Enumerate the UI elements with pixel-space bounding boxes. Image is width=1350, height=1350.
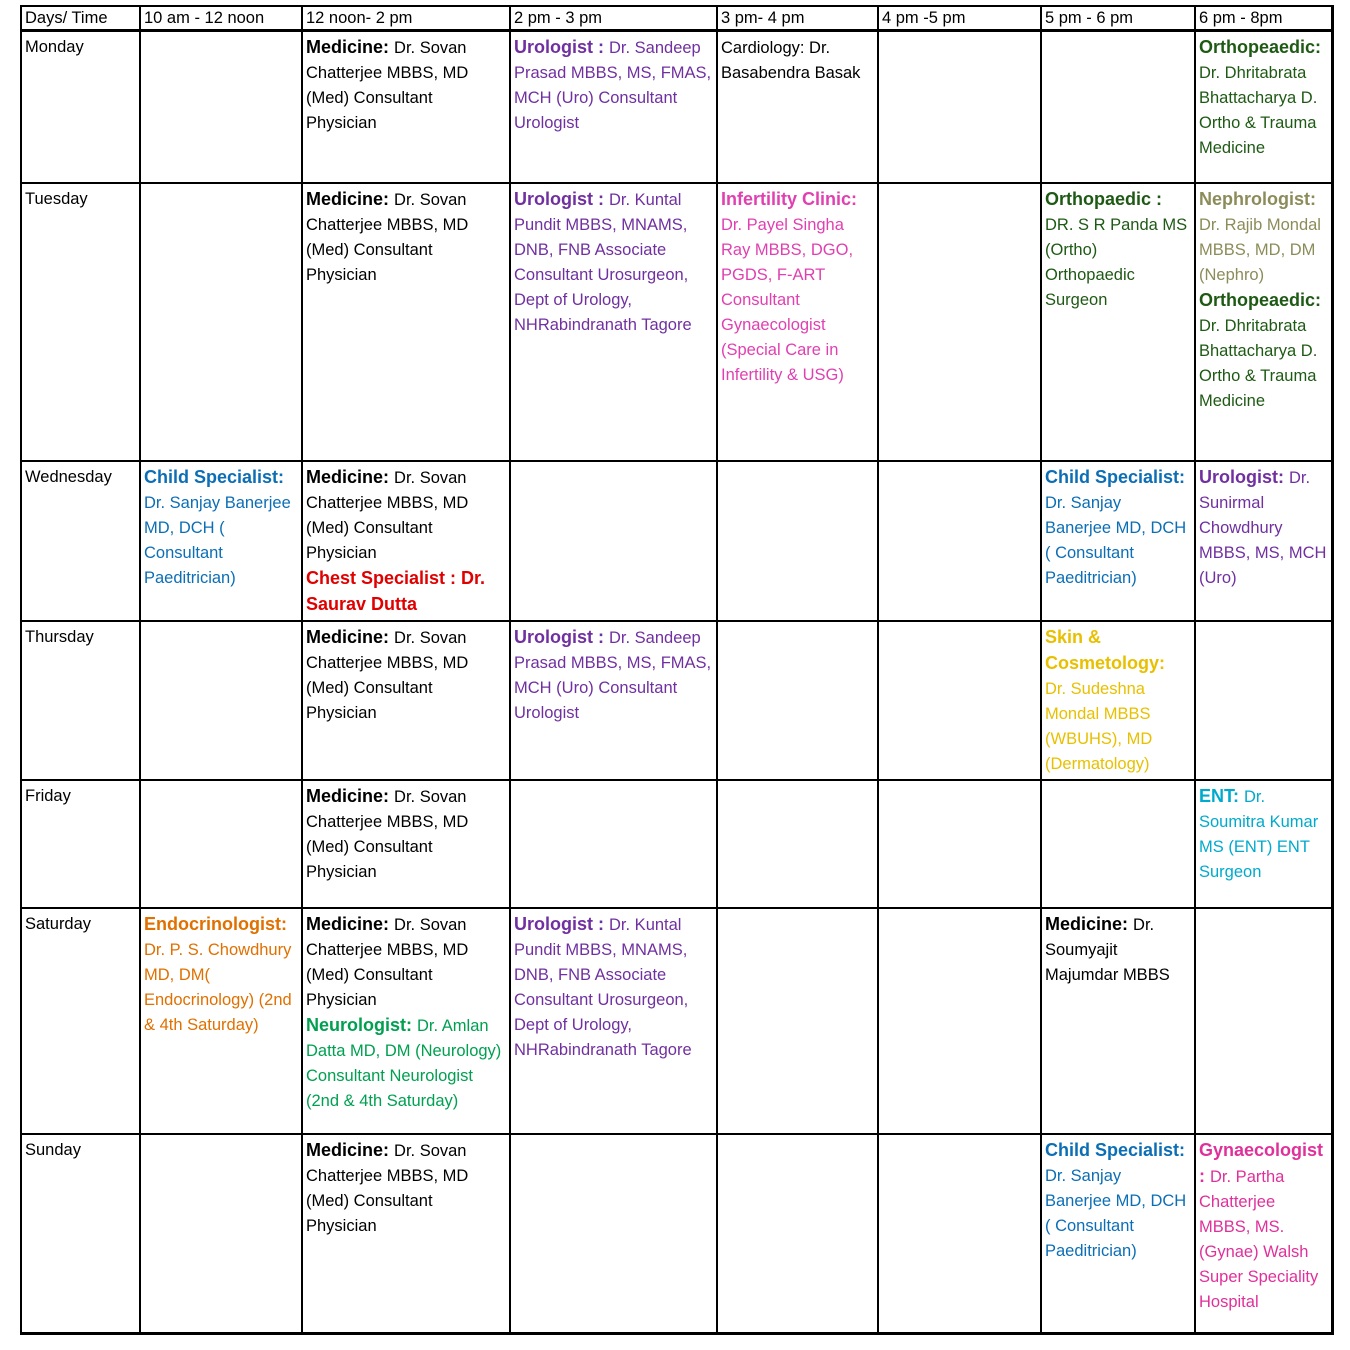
doctor-details: Dr. Sunirmal Chowdhury MBBS, MS, MCH (Uro) (1199, 468, 1327, 587)
specialty-label: Gynaecologist: (1199, 1139, 1324, 1186)
empty-schedule-cell (1195, 621, 1332, 780)
doctor-details: Dr. P. S. Chowdhury MD, DM( Endocrinology) (2nd & 4th Saturday) (144, 940, 292, 1034)
specialty-separator: t : (587, 913, 610, 934)
schedule-cell (510, 621, 717, 780)
schedule-cell (1041, 1134, 1195, 1334)
specialty-label: Urologist (514, 37, 593, 57)
doctor-entry (514, 35, 713, 136)
day-cell (21, 31, 140, 183)
empty-schedule-cell (878, 780, 1041, 908)
doctor-entry (514, 912, 713, 1063)
schedule-cell (302, 461, 510, 621)
day-cell (21, 183, 140, 461)
doctor-entry (1199, 465, 1328, 591)
doctor-entry (306, 566, 506, 618)
specialty-label: Urologis (514, 913, 588, 934)
empty-schedule-cell (510, 461, 717, 621)
schedule-cell (140, 908, 302, 1134)
header-3pm-4pm: 3 pm- 4 pm (717, 6, 878, 31)
header-12noon-2pm: 12 noon- 2 pm (302, 6, 510, 31)
schedule-cell (302, 908, 510, 1134)
schedule-cell (1195, 31, 1332, 183)
doctor-entry (1045, 912, 1191, 988)
doctor-details: Dr. Kuntal Pundit MBBS, MNAMS, DNB, FNB Associate Consultant Urosurgeon, Dept of Urology, NHRabindranath Tagore (514, 915, 692, 1059)
day-label: Friday (25, 786, 71, 805)
doctor-entry (1199, 288, 1328, 414)
specialty-separator: : (593, 626, 609, 647)
doctor-entry (721, 187, 874, 388)
empty-schedule-cell (717, 908, 878, 1134)
day-row-thursday (21, 621, 1332, 780)
schedule-cell (1195, 780, 1332, 908)
header-10am-12noon: 10 am - 12 noon (140, 6, 302, 31)
specialty-label: Endocrinologist (144, 913, 281, 934)
specialty-separator: : (383, 785, 395, 806)
specialty-label: Orthopeaedic (1199, 37, 1316, 57)
schedule-cell (302, 1134, 510, 1334)
doctor-details: Dr. Sovan Chatterjee MBBS, MD (Med) Consultant Physician (306, 468, 469, 562)
empty-schedule-cell (140, 183, 302, 461)
specialty-separator: : (406, 1014, 418, 1035)
header-2pm-3pm: 2 pm - 3 pm (510, 6, 717, 31)
doctor-details: Dr. Soumyajit Majumdar MBBS (1045, 915, 1170, 984)
doctor-details: Dr. Sovan Chatterjee MBBS, MD (Med) Consultant Physician (306, 39, 469, 132)
doctor-details: Dr. Soumitra Kumar MS (ENT) ENT Surgeon (1199, 787, 1319, 881)
doctor-details: Dr. Sovan Chatterjee MBBS, MD (Med) Consultant Physician (306, 915, 469, 1009)
empty-schedule-cell (717, 461, 878, 621)
doctor-entry (144, 465, 298, 591)
empty-schedule-cell (140, 31, 302, 183)
schedule-cell (1041, 621, 1195, 780)
doctor-details: Dr. Sanjay Banerjee MD, DCH ( Consultant Paeditrician) (1045, 1166, 1187, 1260)
empty-schedule-cell (878, 1134, 1041, 1334)
day-label: Wednesday (25, 467, 112, 486)
empty-schedule-cell (878, 908, 1041, 1134)
specialty-label: Orthopaedic (1045, 188, 1152, 209)
specialty-separator: : (1233, 785, 1245, 806)
specialty-separator: : (1310, 188, 1316, 209)
doctor-entry (1199, 1138, 1328, 1315)
schedule-cell (510, 908, 717, 1134)
doctor-entry (306, 625, 506, 726)
day-row-sunday (21, 1134, 1332, 1334)
empty-schedule-cell (140, 1134, 302, 1334)
empty-schedule-cell (878, 621, 1041, 780)
schedule-cell (717, 183, 878, 461)
specialty-separator: : (593, 188, 609, 209)
schedule-cell (1195, 183, 1332, 461)
doctor-entry (1045, 1138, 1191, 1264)
specialty-label: Infertility Clinic (721, 188, 852, 209)
schedule-cell (1041, 183, 1195, 461)
doctor-details: Dr. Amlan Datta MD, DM (Neurology) Consultant Neurologist (2nd & 4th Saturday) (306, 1016, 502, 1110)
specialty-label: Medicine (306, 785, 384, 806)
day-row-tuesday (21, 183, 1332, 461)
specialty-separator: : (383, 188, 395, 209)
empty-schedule-cell (878, 183, 1041, 461)
specialty-separator: : (383, 913, 395, 934)
empty-schedule-cell (878, 461, 1041, 621)
doctor-details: Dr. Rajib Mondal MBBS, MD, DM (Nephro) (1199, 215, 1321, 284)
doctor-entry (306, 912, 506, 1013)
doctor-entry (1045, 187, 1191, 313)
doctor-entry (1199, 784, 1328, 885)
doctor-details: Dr. Kuntal Pundit MBBS, MNAMS, DNB, FNB Associate Consultant Urosurgeon, Dept of Urology, NHRabindranath Tagore (514, 190, 692, 334)
header-5pm-6pm: 5 pm - 6 pm (1041, 6, 1195, 31)
specialty-separator: : (1278, 466, 1289, 487)
header-6pm-8pm: 6 pm - 8pm (1195, 6, 1332, 31)
day-label: Tuesday (25, 189, 88, 208)
empty-schedule-cell (510, 780, 717, 908)
schedule-cell (1041, 461, 1195, 621)
doctor-entry (306, 465, 506, 566)
day-label: Saturday (25, 914, 92, 933)
doctor-details: Dr. Sandeep Prasad MBBS, MS, FMAS, MCH (Uro) Consultant Urologist (514, 628, 712, 722)
doctor-details: Dr. Sovan Chatterjee MBBS, MD (Med) Consultant Physician (306, 787, 469, 881)
empty-schedule-cell (510, 1134, 717, 1334)
header-days-time: Days/ Time (21, 6, 140, 31)
empty-schedule-cell (1195, 908, 1332, 1134)
doctor-entry (514, 625, 713, 726)
specialty-label: Skin & Cosmetology (1045, 626, 1160, 673)
specialty-separator: : (593, 37, 609, 57)
specialty-label: ENT (1199, 785, 1234, 806)
empty-schedule-cell (717, 621, 878, 780)
doctor-details: Dr. Payel Singha Ray MBBS, DGO, PGDS, F-ART Consultant Gynaecologist (Special Care in Infertility & USG) (721, 215, 854, 384)
doctor-details: Dr. Sandeep Prasad MBBS, MS, FMAS, MCH (Uro) Consultant Urologist (514, 39, 712, 132)
doctor-details: Dr. Sovan Chatterjee MBBS, MD (Med) Consultant Physician (306, 1141, 469, 1235)
empty-schedule-cell (717, 1134, 878, 1334)
doctor-entry (306, 35, 506, 136)
doctor-entry (1199, 35, 1328, 161)
doctor-entry (721, 35, 874, 86)
empty-schedule-cell (717, 780, 878, 908)
doctor-details: Dr. Dhritabrata Bhattacharya D. Ortho & Trauma Medicine (1199, 316, 1318, 410)
specialty-separator: : (1159, 652, 1166, 673)
empty-schedule-cell (878, 31, 1041, 183)
doctor-details: Dr. Sanjay Banerjee MD, DCH ( Consultant Paeditrician) (144, 493, 291, 587)
specialty-label: Medicine (306, 37, 384, 57)
empty-schedule-cell (140, 780, 302, 908)
specialty-separator: : (1179, 1139, 1186, 1160)
doctor-details: Cardiology: Dr. Basabendra Basak (721, 39, 861, 82)
day-row-wednesday (21, 461, 1332, 621)
specialty-separator: : (278, 466, 285, 487)
day-label: Monday (25, 38, 84, 56)
specialty-label: Medicine (306, 188, 384, 209)
schedule-body (21, 6, 1332, 1334)
empty-schedule-cell (1041, 780, 1195, 908)
day-label: Thursday (25, 627, 94, 646)
empty-schedule-cell (1041, 31, 1195, 183)
specialty-label: Orthopeaedic: (1199, 289, 1322, 310)
specialty-label: Nephrologist (1199, 188, 1310, 209)
doctor-entry (1045, 625, 1191, 777)
doctor-entry (514, 187, 713, 338)
specialty-label: Child Specialist (144, 466, 279, 487)
day-cell (21, 908, 140, 1134)
specialty-label: Medicine (306, 626, 384, 647)
specialty-separator: : (1179, 466, 1186, 487)
schedule-cell (1195, 461, 1332, 621)
specialty-label: Urologist (514, 626, 593, 647)
day-cell (21, 621, 140, 780)
specialty-label: Urologist (1199, 466, 1278, 487)
doctor-entry (306, 1013, 506, 1114)
doctor-entry (144, 912, 298, 1038)
schedule-cell (510, 31, 717, 183)
specialty-separator: : (383, 1139, 395, 1160)
schedule-cell (1041, 908, 1195, 1134)
specialty-label: Medicine: (1045, 913, 1129, 934)
specialty-separator: : (1315, 37, 1322, 57)
doctor-entry (1045, 465, 1191, 591)
doctor-entry (1199, 187, 1328, 288)
doctor-details: Dr. Dhritabrata Bhattacharya D. Ortho & Trauma Medicine (1199, 64, 1318, 157)
specialty-separator: : (383, 466, 395, 487)
header-4pm-5pm: 4 pm -5 pm (878, 6, 1041, 31)
header-row (21, 6, 1332, 31)
doctor-entry (306, 784, 506, 885)
specialty-label: Medicine (306, 1139, 384, 1160)
schedule-cell (717, 31, 878, 183)
doctor-details: Dr. Sudeshna Mondal MBBS (WBUHS), MD (Dermatology) (1045, 679, 1153, 773)
schedule-cell (302, 183, 510, 461)
day-row-friday (21, 780, 1332, 908)
doctor-details: DR. S R Panda MS (Ortho) Orthopaedic Surgeon (1045, 215, 1188, 309)
doctor-details: Dr. Sovan Chatterjee MBBS, MD (Med) Consultant Physician (306, 190, 469, 284)
specialty-label: Child Specialist (1045, 1139, 1180, 1160)
doctor-entry (306, 1138, 506, 1239)
empty-schedule-cell (140, 621, 302, 780)
specialty-separator: : (851, 188, 858, 209)
day-cell (21, 461, 140, 621)
doctor-details: Dr. Partha Chatterjee MBBS, MS. (Gynae) Walsh Super Speciality Hospital (1199, 1167, 1319, 1311)
specialty-label: Medicine (306, 913, 384, 934)
doctor-entry (306, 187, 506, 288)
specialty-separator: : (1151, 188, 1163, 209)
doctor-details: Dr. Sanjay Banerjee MD, DCH ( Consultant Paeditrician) (1045, 493, 1187, 587)
schedule-cell (302, 31, 510, 183)
specialty-separator: : (281, 913, 287, 934)
schedule-table (20, 5, 1334, 1335)
specialty-label: Child Specialist (1045, 466, 1180, 487)
schedule-cell (1195, 1134, 1332, 1334)
specialty-label: Chest Specialist : Dr. Saurav Dutta (306, 567, 486, 614)
day-cell (21, 780, 140, 908)
specialty-label: Urologist (514, 188, 593, 209)
schedule-cell (302, 621, 510, 780)
specialty-label: Medicine (306, 466, 384, 487)
schedule-cell (510, 183, 717, 461)
specialty-separator: : (383, 626, 395, 647)
day-label: Sunday (25, 1140, 81, 1159)
schedule-cell (302, 780, 510, 908)
day-cell (21, 1134, 140, 1334)
day-row-monday (21, 31, 1332, 183)
doctor-details: Dr. Sovan Chatterjee MBBS, MD (Med) Consultant Physician (306, 628, 469, 722)
schedule-cell (140, 461, 302, 621)
specialty-separator: : (383, 37, 395, 57)
day-row-saturday (21, 908, 1332, 1134)
specialty-label: Neurologist (306, 1014, 407, 1035)
